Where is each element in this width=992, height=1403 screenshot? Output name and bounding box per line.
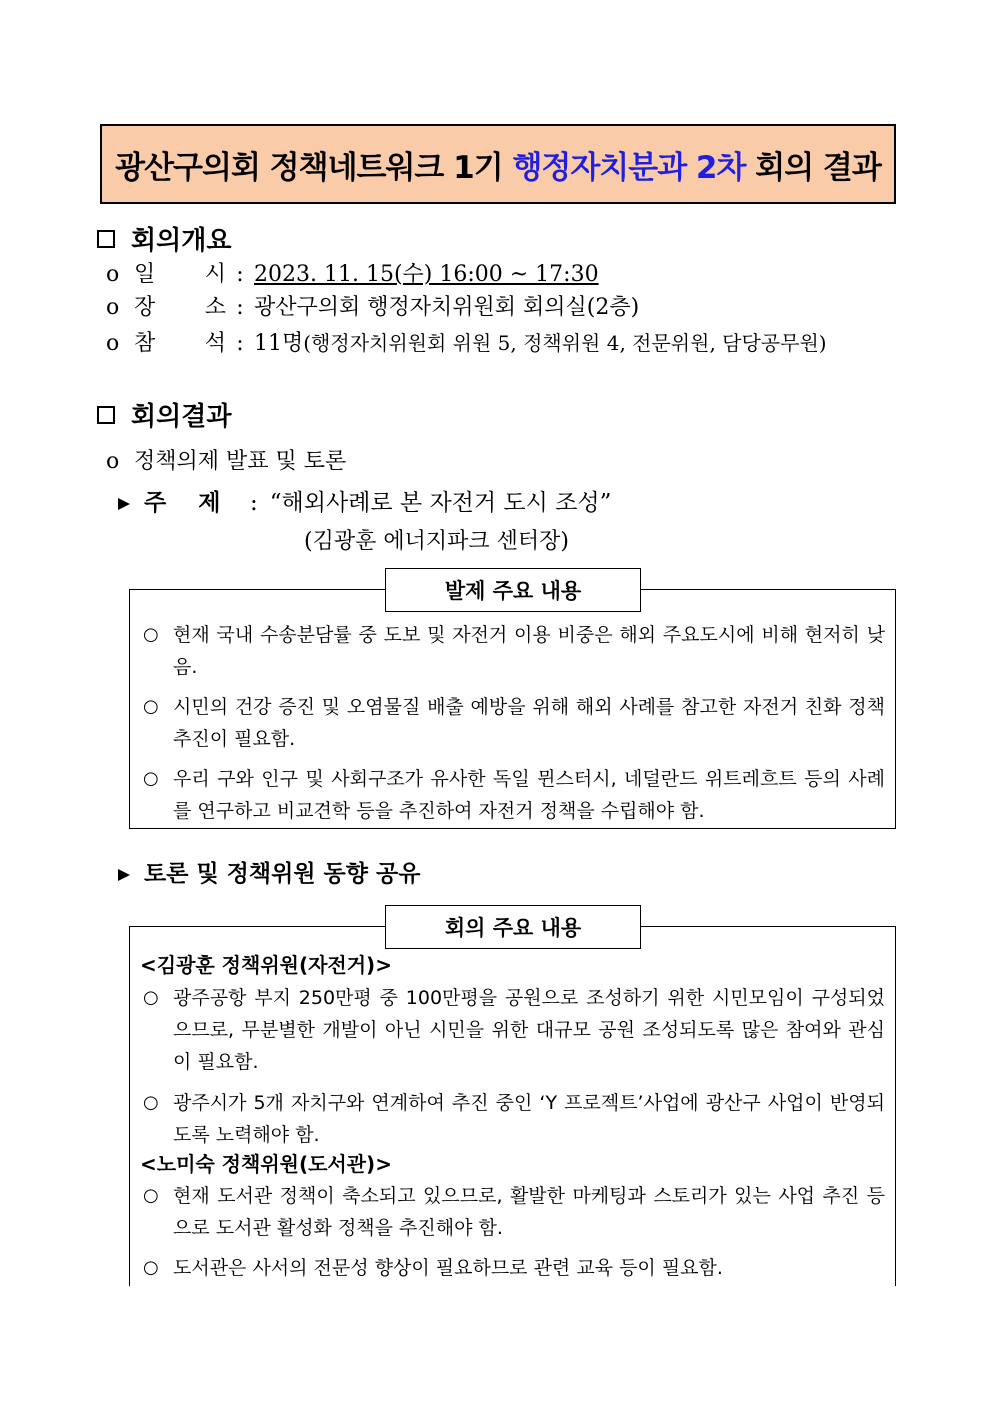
- label-char-b: 석: [204, 331, 226, 356]
- label-char-b: 시: [204, 262, 226, 287]
- results-heading: [97, 396, 231, 433]
- speaker-name: <김광훈 정책위원(자전거)>: [140, 953, 392, 977]
- row-colon: :: [236, 262, 244, 287]
- presenter: (김광훈 에너지파크 센터장): [304, 529, 569, 554]
- circle-bullet-icon: ○: [143, 1257, 159, 1278]
- title-part1: 광산구의회 정책네트워크 1기: [115, 149, 513, 186]
- circle-bullet-icon: ○: [143, 696, 159, 717]
- agenda-text: 정책의제 발표 및 토론: [134, 449, 347, 474]
- attendees-detail: (행정자치위원회 위원 5, 정책위원 4, 전문위원, 담당공무원): [303, 331, 827, 355]
- list-item-text: 현재 도서관 정책이 축소되고 있으므로, 활발한 마케팅과 스토리가 있는 사업 추진 등으로 도서관 활성화 정책을 추진해야 함.: [173, 1185, 885, 1239]
- title-highlight: 행정자치분과 2차: [512, 149, 746, 186]
- circle-bullet-icon: ○: [143, 987, 159, 1008]
- topic-label: 주 제: [144, 489, 221, 516]
- circle-bullet-icon: ○: [143, 1092, 159, 1113]
- checkbox-square-icon: [97, 406, 115, 424]
- row-label: [134, 257, 226, 288]
- list-item: [143, 1180, 885, 1244]
- overview-heading-text: 회의개요: [131, 226, 232, 256]
- triangle-bullet-icon: [118, 869, 130, 881]
- row-label: [134, 290, 226, 321]
- circle-bullet-icon: ○: [143, 768, 159, 789]
- list-item: [143, 691, 885, 755]
- list-item: [143, 1087, 885, 1151]
- list-item-text: 시민의 건강 증진 및 오염물질 배출 예방을 위해 해외 사례를 참고한 자전거 친화 정책 추진이 필요함.: [173, 696, 885, 750]
- list-item: [143, 619, 885, 683]
- overview-row-datetime: [106, 257, 599, 288]
- overview-row-place: [106, 290, 639, 321]
- list-item-text: 광주시가 5개 자치구와 연계하여 추진 중인 ‘Y 프로젝트’사업에 광산구 사업이 반영되도록 노력해야 함.: [173, 1092, 885, 1146]
- list-item: [143, 763, 885, 827]
- datetime-value: 2023. 11. 15(수) 16:00 ~ 17:30: [254, 262, 599, 287]
- place-value: 광산구의회 행정자치위원회 회의실(2층): [254, 295, 640, 320]
- speaker-name: <노미숙 정책위원(도서관)>: [140, 1152, 392, 1176]
- label-char-b: 소: [204, 295, 226, 320]
- row-colon: :: [236, 331, 244, 356]
- attendees-count: 11명: [254, 331, 304, 356]
- results-heading-text: 회의결과: [131, 402, 232, 432]
- row-marker: o: [106, 295, 120, 320]
- row-label: [134, 326, 226, 357]
- list-item: [143, 982, 885, 1078]
- list-item-text: 현재 국내 수송분담률 중 도보 및 자전거 이용 비중은 해외 주요도시에 비해 현저히 낮음.: [173, 624, 885, 678]
- checkbox-square-icon: [97, 230, 115, 248]
- results-agenda-item: [106, 444, 346, 475]
- topic-colon: :: [250, 490, 258, 516]
- overview-heading: [97, 220, 231, 257]
- title-part2: 회의 결과: [745, 149, 881, 186]
- label-char-a: 참: [134, 331, 156, 356]
- list-item-text: 우리 구와 인구 및 사회구조가 유사한 독일 뮌스터시, 네덜란드 위트레흐트 등의 사례를 연구하고 비교견학 등을 추진하여 자전거 정책을 수립해야 함.: [173, 768, 885, 822]
- row-colon: :: [236, 295, 244, 320]
- list-item-text: 광주공항 부지 250만평 중 100만평을 공원으로 조성하기 위한 시민모임이 구성되었으므로, 무분별한 개발이 아닌 시민을 위한 대규모 공원 조성되도록 많은 참여와 관심이 필요함.: [173, 987, 885, 1073]
- document-title: [100, 124, 896, 204]
- list-item-text: 도서관은 사서의 전문성 향상이 필요하므로 관련 교육 등이 필요함.: [173, 1257, 723, 1279]
- label-char-a: 일: [134, 262, 156, 287]
- topic-row: [118, 484, 611, 517]
- row-marker: o: [106, 262, 120, 287]
- list-item: [143, 1252, 885, 1284]
- triangle-bullet-icon: [118, 498, 130, 510]
- topic-title: “해외사례로 본 자전거 도시 조성”: [269, 490, 612, 516]
- discussion-heading: [118, 855, 420, 888]
- discussion-box-label: 회의 주요 내용: [385, 905, 641, 949]
- discussion-heading-text: 토론 및 정책위원 동향 공유: [144, 860, 421, 887]
- presentation-box-label: 발제 주요 내용: [385, 568, 641, 612]
- circle-bullet-icon: ○: [143, 1185, 159, 1206]
- label-char-a: 장: [134, 295, 156, 320]
- circle-bullet-icon: ○: [143, 624, 159, 645]
- row-marker: o: [106, 449, 120, 474]
- row-marker: o: [106, 331, 120, 356]
- overview-row-attendees: [106, 326, 827, 357]
